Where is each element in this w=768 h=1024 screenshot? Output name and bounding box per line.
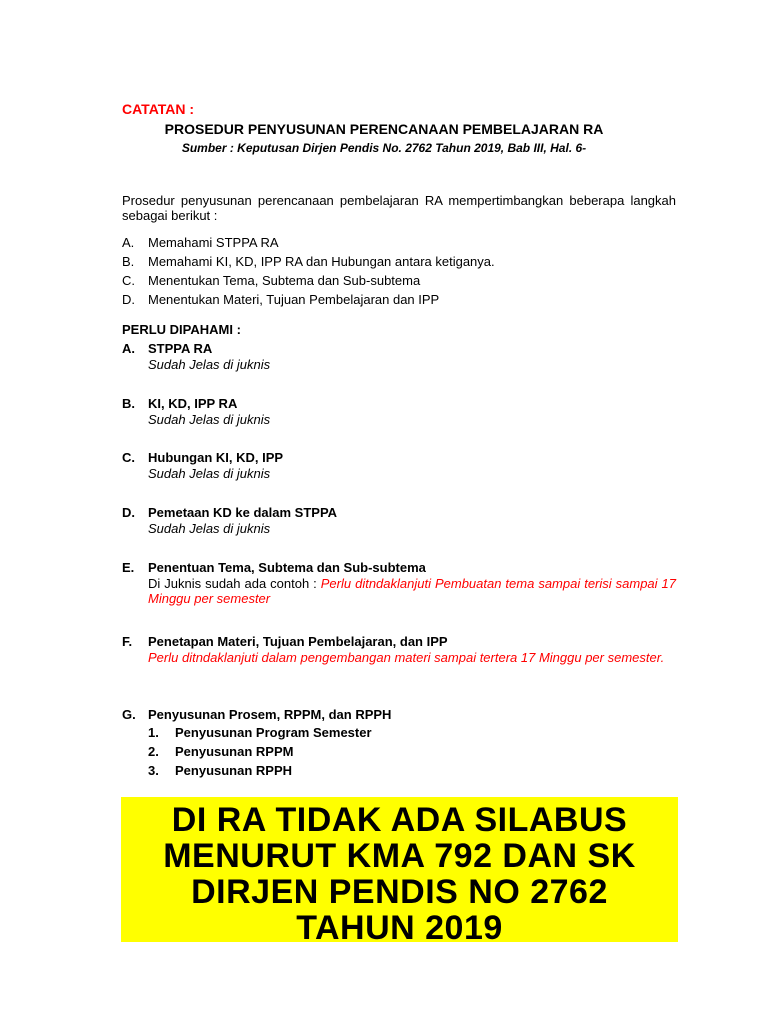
item-number: 2. [148, 744, 159, 759]
list-item [122, 290, 495, 309]
section-note [122, 576, 676, 606]
section-letter: B. [122, 396, 135, 411]
section-letter: D. [122, 505, 135, 520]
sub-list [122, 723, 676, 780]
section-b [122, 395, 676, 427]
section-title: Penentuan Tema, Subtema dan Sub-subtema [148, 560, 426, 575]
item-text: Penyusunan RPPH [175, 763, 293, 778]
perlu-heading: PERLU DIPAHAMI : [122, 322, 241, 337]
list-item [148, 742, 676, 761]
item-letter: D. [122, 292, 135, 307]
section-note: Sudah Jelas di juknis [148, 466, 271, 481]
section-title: Hubungan KI, KD, IPP [148, 450, 284, 465]
banner-line: DI RA TIDAK ADA SILABUS [171, 801, 628, 839]
section-d [122, 504, 676, 536]
section-title: KI, KD, IPP RA [148, 396, 238, 411]
item-letter: A. [122, 235, 135, 250]
item-text: Menentukan Materi, Tujuan Pembelajaran dan IPP [148, 292, 440, 307]
section-title: STPPA RA [148, 341, 213, 356]
section-letter: A. [122, 341, 135, 356]
section-f [122, 633, 676, 665]
banner-line: MENURUT KMA 792 DAN SK [163, 837, 636, 875]
list-item [148, 761, 676, 780]
note-plain-text: Di Juknis sudah ada contoh : [148, 576, 321, 591]
item-number: 3. [148, 763, 159, 778]
list-item [122, 233, 495, 252]
source-citation: Sumber : Keputusan Dirjen Pendis No. 2762 Tahun 2019, Bab III, Hal. 6- [181, 141, 587, 155]
section-title: Penyusunan Prosem, RPPM, dan RPPH [148, 707, 392, 722]
note-label: CATATAN : [122, 101, 195, 117]
document-title: PROSEDUR PENYUSUNAN PERENCANAAN PEMBELAJARAN RA [164, 121, 604, 137]
banner-text [121, 802, 678, 942]
item-letter: C. [122, 273, 135, 288]
section-e [122, 559, 676, 606]
banner-line: DIRJEN PENDIS NO 2762 [191, 873, 608, 911]
highlight-banner [121, 797, 678, 942]
list-item [122, 271, 495, 290]
intro-paragraph: Prosedur penyusunan perencanaan pembelajaran RA mempertimbangkan beberapa langkah sebagai berikut : [122, 193, 676, 223]
section-g [122, 706, 676, 780]
note-red-text: Perlu ditndaklanjuti Pembuatan tema sampai terisi sampai 17 Minggu per semester [148, 576, 676, 606]
section-note: Sudah Jelas di juknis [148, 412, 271, 427]
section-note: Perlu ditndaklanjuti dalam pengembangan materi sampai tertera 17 Minggu per semester. [148, 650, 665, 665]
item-number: 1. [148, 725, 159, 740]
banner-line: TAHUN 2019 [296, 909, 503, 942]
section-note: Sudah Jelas di juknis [148, 521, 271, 536]
item-text: Penyusunan RPPM [175, 744, 294, 759]
section-letter: F. [122, 634, 133, 649]
item-text: Memahami STPPA RA [148, 235, 279, 250]
item-letter: B. [122, 254, 135, 269]
list-item [122, 252, 495, 271]
section-title: Pemetaan KD ke dalam STPPA [148, 505, 338, 520]
item-text: Menentukan Tema, Subtema dan Sub-subtema [148, 273, 421, 288]
item-text: Memahami KI, KD, IPP RA dan Hubungan antara ketiganya. [148, 254, 495, 269]
steps-list [122, 233, 495, 309]
section-letter: E. [122, 560, 135, 575]
list-item [148, 723, 676, 742]
section-title: Penetapan Materi, Tujuan Pembelajaran, dan IPP [148, 634, 448, 649]
section-letter: C. [122, 450, 135, 465]
section-a [122, 340, 676, 372]
section-note: Sudah Jelas di juknis [148, 357, 271, 372]
section-c [122, 449, 676, 481]
item-text: Penyusunan Program Semester [175, 725, 372, 740]
section-letter: G. [122, 707, 136, 722]
